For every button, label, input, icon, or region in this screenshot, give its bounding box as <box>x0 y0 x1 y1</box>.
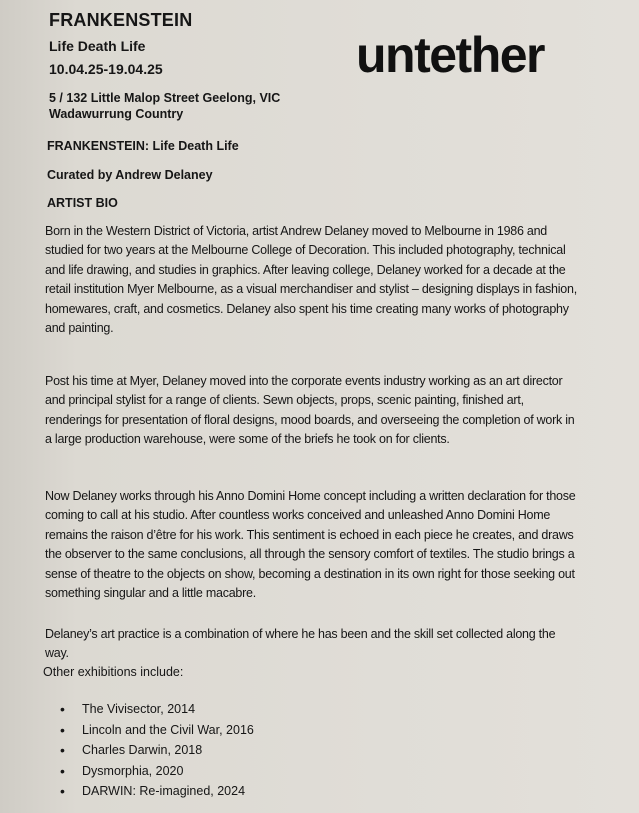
list-item <box>60 740 254 761</box>
untether-logo: untether <box>356 27 544 83</box>
address-line-1: 5 / 132 Little Malop Street Geelong, VIC <box>49 91 281 105</box>
exhibition-item: Dysmorphia, 2020 <box>82 763 184 778</box>
curator-credit: Curated by Andrew Delaney <box>47 168 213 182</box>
list-item <box>60 761 254 782</box>
bio-paragraph-3: Now Delaney works through his Anno Domini Home concept including a written declaration for those coming to call at his studio. After countless works conceived and unleashed Anno Domini Home remains the raison d’être for his work. This sentiment is echoed in each piece he creates, and draws the observer to the same conclusions, all through the sensory comfort of textiles. The studio brings a sense of theatre to the objects on show, becoming a destination in its own right for those seeking out something singular and a little macabre. <box>45 489 576 601</box>
list-item <box>60 699 254 720</box>
exhibitions-list <box>60 699 254 802</box>
show-title: FRANKENSTEIN: Life Death Life <box>47 139 239 153</box>
exhibition-item: DARWIN: Re-imagined, 2024 <box>82 784 246 799</box>
list-item <box>60 781 254 802</box>
exhibition-subtitle: Life Death Life <box>49 38 146 54</box>
other-exhibitions-label: Other exhibitions include: <box>43 665 184 679</box>
exhibition-dates: 10.04.25-19.04.25 <box>49 61 163 77</box>
bio-paragraph-2: Post his time at Myer, Delaney moved into the corporate events industry working as an art director and principal stylist for a range of clients. Sewn objects, props, scenic painting, finished art, renderings for presentation of floral designs, mood boards, and overseeing the completion of work in a large production warehouse, were some of the briefs he took on for clients. <box>45 374 575 447</box>
artist-bio-heading: ARTIST BIO <box>47 196 118 210</box>
bio-paragraph-4: Delaney’s art practice is a combination of where he has been and the skill set collected along the way. <box>45 627 556 661</box>
list-item <box>60 720 254 741</box>
exhibition-item: The Vivisector, 2014 <box>82 702 196 717</box>
address-line-2: Wadawurrung Country <box>49 107 184 121</box>
bullet-icon: • <box>60 701 65 718</box>
bio-paragraph-1: Born in the Western District of Victoria, artist Andrew Delaney moved to Melbourne in 1986 and studied for two years at the Melbourne College of Decoration. This included photography, technical and life drawing, and studies in graphics. After leaving college, Delaney worked for a decade at the retail institution Myer Melbourne, as a visual merchandiser and stylist – designing displays in fashion, homewares, craft, and cosmetics. Delaney also spent his time creating many works of photography and painting. <box>45 224 577 336</box>
bullet-icon: • <box>60 783 65 800</box>
exhibition-item: Charles Darwin, 2018 <box>82 743 203 758</box>
exhibition-item: Lincoln and the Civil War, 2016 <box>82 722 254 737</box>
bullet-icon: • <box>60 742 65 759</box>
bullet-icon: • <box>60 762 65 779</box>
bullet-icon: • <box>60 721 65 738</box>
exhibition-title: FRANKENSTEIN <box>49 10 193 30</box>
